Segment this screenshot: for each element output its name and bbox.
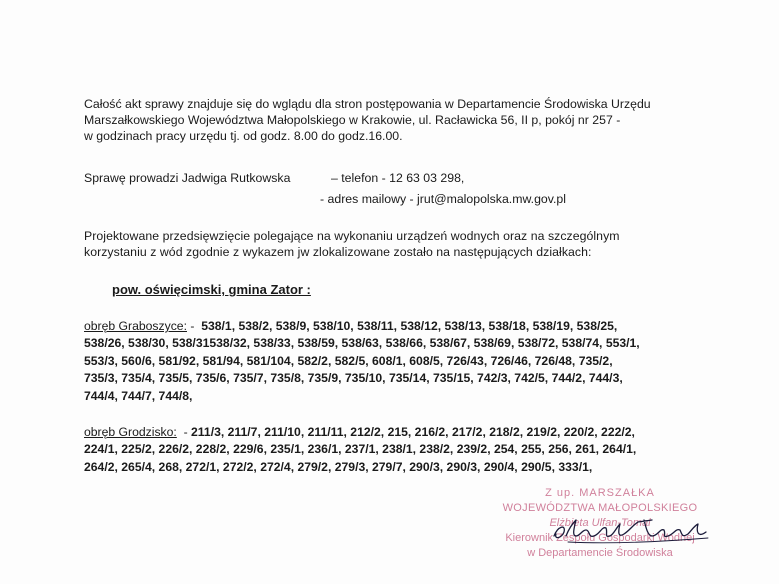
project-line-2: korzystaniu z wód zgodnie z wykazem jw zlokalizowane zostało na następujących działkach:	[84, 245, 592, 259]
project-paragraph	[84, 228, 620, 260]
access-info-paragraph	[84, 96, 651, 144]
parcel-list-row: 538/26, 538/30, 538/31538/32, 538/33, 538/59, 538/63, 538/66, 538/67, 538/69, 538/72, 538/74, 553/1,	[84, 336, 640, 351]
parcels-graboszyce-line-1	[84, 318, 640, 335]
access-info-line-3: w godzinach pracy urzędu tj. od godz. 8.00 do godz.16.00.	[84, 129, 403, 143]
parcel-list-row: 224/1, 225/2, 226/2, 228/2, 229/6, 235/1, 236/1, 237/1, 238/1, 238/2, 239/2, 254, 255, 256, 261, 264/1,	[84, 442, 637, 457]
parcels-grodzisko-line-1	[84, 424, 636, 441]
parcel-list-row: 553/3, 560/6, 581/92, 581/94, 581/104, 582/2, 582/5, 608/1, 608/5, 726/43, 726/46, 726/48, 735/2,	[84, 353, 613, 368]
signature-underline	[568, 538, 708, 543]
district-heading: pow. oświęcimski, gmina Zator :	[112, 282, 311, 297]
stamp-line-1: Z up. MARSZAŁKA	[545, 487, 655, 499]
case-officer: Sprawę prowadzi Jadwiga Rutkowska	[84, 171, 291, 185]
parcel-list-row: 211/3, 211/7, 211/10, 211/11, 212/2, 215, 216/2, 217/2, 218/2, 219/2, 220/2, 222/2,	[191, 425, 635, 439]
obreb-graboszyce-label: obręb Graboszyce:	[84, 319, 187, 333]
parcels-grodzisko	[84, 424, 636, 476]
stamp-line-4: Kierownik Zespołu Gospodarki Wodnej	[505, 532, 695, 544]
parcel-list-row: 735/3, 735/4, 735/5, 735/6, 735/7, 735/8, 735/9, 735/10, 735/14, 735/15, 742/3, 742/5, 744/2, 744/3,	[84, 371, 623, 386]
parcel-list-row: 264/2, 265/4, 268, 272/1, 272/2, 272/4, 279/2, 279/3, 279/7, 290/3, 290/3, 290/4, 290/5, 333/1,	[84, 459, 593, 474]
access-info-line-2: Marszałkowskiego Województwa Małopolskiego w Krakowie, ul. Racławicka 56, II p, pokój nr 257 -	[84, 113, 621, 127]
parcel-list-row: 744/4, 744/7, 744/8,	[84, 388, 193, 403]
access-info-line-1: Całość akt sprawy znajduje się do wglądu dla stron postępowania w Departamencie Środowiska Urzędu	[84, 97, 651, 111]
parcels-graboszyce	[84, 318, 640, 405]
obreb-grodzisko-dash: -	[176, 425, 192, 439]
obreb-grodzisko-label: obręb Grodzisko:	[84, 425, 177, 439]
contact-email: - adres mailowy - jrut@malopolska.mw.gov.pl	[320, 192, 566, 206]
parcel-list-row: 538/1, 538/2, 538/9, 538/10, 538/11, 538/12, 538/13, 538/18, 538/19, 538/25,	[201, 319, 618, 333]
handwritten-signature	[548, 506, 718, 550]
stamp-line-2: WOJEWÓDZTWA MAŁOPOLSKIEGO	[502, 502, 698, 514]
stamp-line-3: Elżbieta Ulfan-Tomal	[549, 517, 651, 529]
contact-phone: – telefon - 12 63 03 298,	[331, 171, 465, 185]
stamp-line-5: w Departamencie Środowiska	[527, 547, 673, 559]
obreb-graboszyce-dash: -	[186, 319, 202, 333]
signature-stroke	[554, 520, 706, 538]
project-line-1: Projektowane przedsięwzięcie polegające na wykonaniu urządzeń wodnych oraz na szczególnym	[84, 229, 620, 243]
